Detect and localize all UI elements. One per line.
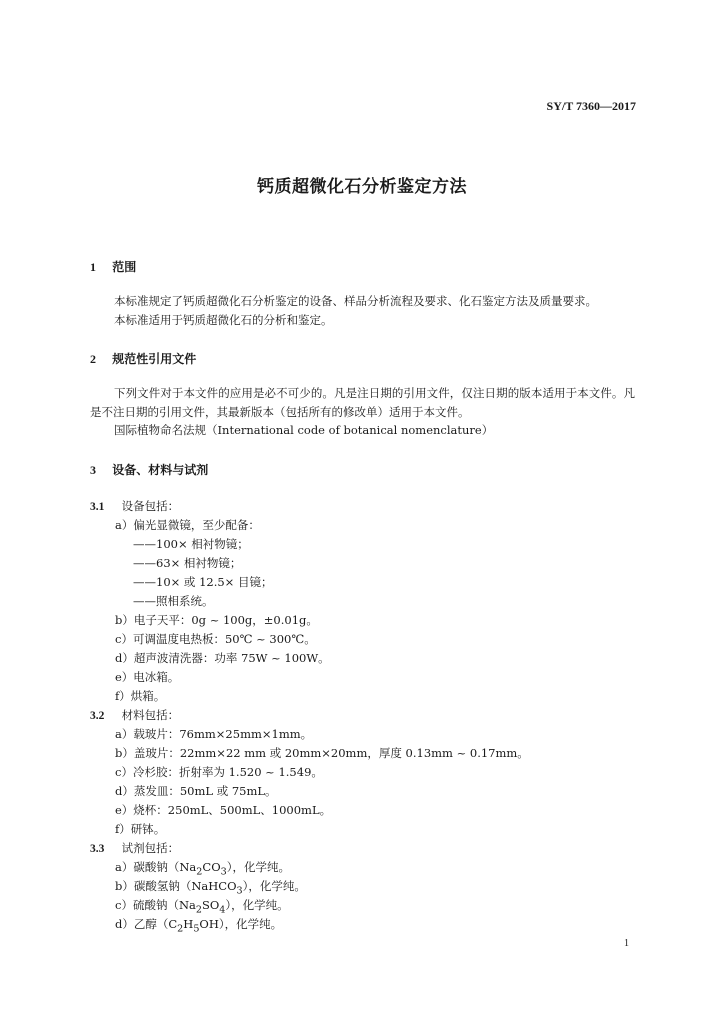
reagent-item — [115, 897, 289, 915]
section-1-heading — [90, 258, 136, 275]
subscript: 5 — [193, 923, 200, 935]
text: c）硫酸钠（Na — [115, 898, 196, 912]
section-2-body — [90, 384, 635, 440]
text: OH），化学纯。 — [199, 917, 283, 931]
text: H — [183, 917, 194, 931]
page-number: 1 — [624, 938, 629, 949]
subsection-title: 试剂包括： — [121, 841, 180, 855]
list-item: a）载玻片：76mm×25mm×1mm。 — [115, 727, 313, 741]
text: ），化学纯。 — [242, 879, 306, 893]
list-item: b）盖玻片：22mm×22 mm 或 20mm×20mm，厚度 0.13mm ~ 0.17mm。 — [115, 746, 529, 760]
paragraph: 下列文件对于本文件的应用是必不可少的。凡是注日期的引用文件，仅注日期的版本适用于本文件。凡是不注日期的引用文件，其最新版本（包括所有的修改单）适用于本文件。 — [90, 386, 635, 419]
text: SO — [201, 898, 220, 912]
list-item: e）电冰箱。 — [115, 670, 180, 684]
subsection-3-3-heading — [90, 840, 179, 856]
list-item: c）可调温度电热板：50℃ ~ 300℃。 — [115, 632, 316, 646]
text: ），化学纯。 — [225, 898, 289, 912]
subscript: 2 — [195, 904, 202, 916]
list-item: ——10× 或 12.5× 目镜； — [133, 575, 273, 589]
subsection-number: 3.1 — [90, 501, 105, 513]
text: b）碳酸氢钠（NaHCO — [115, 879, 237, 893]
list-item: b）电子天平：0g ~ 100g，±0.01g。 — [115, 613, 318, 627]
section-1-body — [90, 292, 635, 329]
section-number: 3 — [90, 463, 96, 477]
list-item: f）烘箱。 — [115, 689, 166, 703]
paragraph: 本标准规定了钙质超微化石分析鉴定的设备、样品分析流程及要求、化石鉴定方法及质量要求。 — [114, 294, 597, 308]
text: CO — [202, 860, 221, 874]
subsection-number: 3.3 — [90, 843, 105, 855]
subsection-title: 材料包括： — [121, 708, 180, 722]
section-3-heading — [90, 461, 208, 478]
list-item: ——63× 相衬物镜； — [133, 556, 242, 570]
subscript: 3 — [220, 866, 227, 878]
subscript: 3 — [236, 885, 243, 897]
list-item: a）偏光显微镜，至少配备： — [115, 518, 260, 532]
standard-code: SY/T 7360—2017 — [546, 99, 636, 113]
subsection-3-1-heading — [90, 498, 179, 514]
text: ），化学纯。 — [226, 860, 290, 874]
reagent-item — [115, 878, 306, 896]
section-number: 2 — [90, 352, 96, 366]
list-item: d）超声波清洗器：功率 75W ~ 100W。 — [115, 651, 330, 665]
section-title: 范围 — [112, 260, 137, 274]
list-item: ——照相系统。 — [133, 594, 214, 608]
text: d）乙醇（C — [115, 917, 178, 931]
paragraph: 国际植物命名法规（International code of botanical nomenclature） — [114, 423, 494, 437]
subsection-number: 3.2 — [90, 710, 105, 722]
list-item: c）冷杉胶：折射率为 1.520 ~ 1.549。 — [115, 765, 323, 779]
subsection-title: 设备包括： — [121, 499, 180, 513]
list-item: f）研钵。 — [115, 822, 166, 836]
document-title: 钙质超微化石分析鉴定方法 — [257, 177, 467, 197]
section-number: 1 — [90, 260, 96, 274]
subscript: 2 — [196, 866, 203, 878]
section-title: 规范性引用文件 — [112, 352, 197, 366]
reagent-item — [115, 859, 290, 877]
text: a）碳酸钠（Na — [115, 860, 197, 874]
section-title: 设备、材料与试剂 — [112, 463, 209, 477]
list-item: ——100× 相衬物镜； — [133, 537, 249, 551]
subscript: 2 — [177, 923, 184, 935]
list-item: d）蒸发皿：50mL 或 75mL。 — [115, 784, 277, 798]
list-item: e）烧杯：250mL、500mL、1000mL。 — [115, 803, 332, 817]
paragraph: 本标准适用于钙质超微化石的分析和鉴定。 — [114, 312, 333, 327]
reagent-item — [115, 916, 282, 934]
subscript: 4 — [219, 904, 226, 916]
subsection-3-2-heading — [90, 707, 179, 723]
section-2-heading — [90, 350, 196, 367]
